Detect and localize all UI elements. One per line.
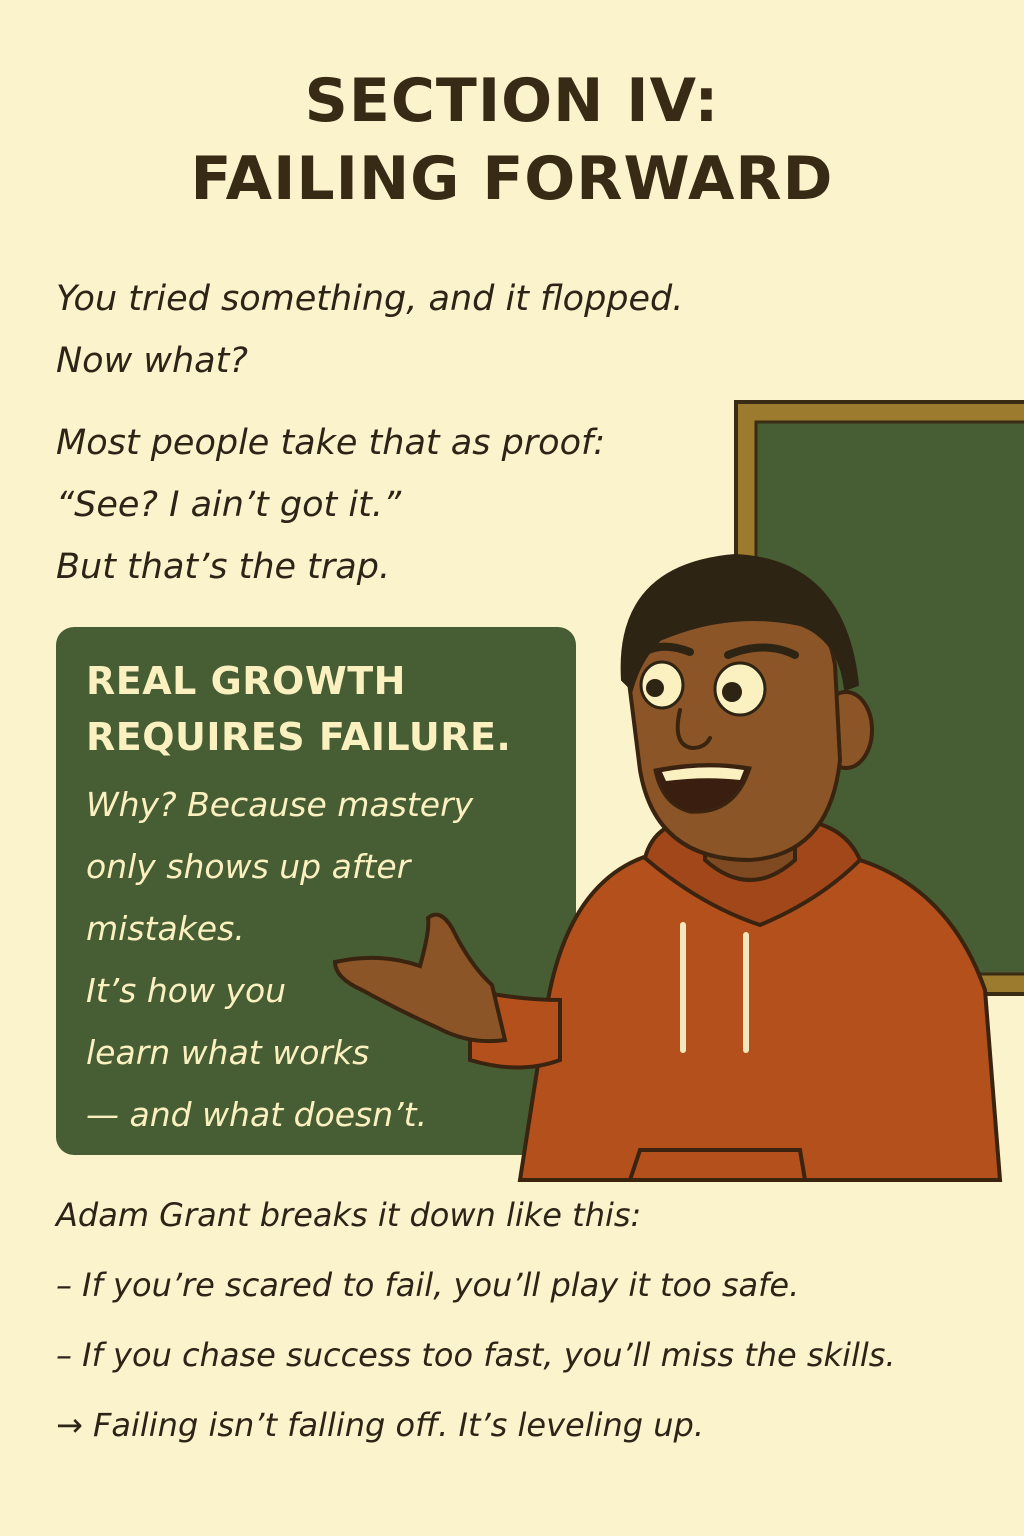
callout-body-line: It’s how you <box>86 971 287 1010</box>
intro-line-2: Now what? <box>56 341 248 381</box>
section-title <box>0 62 1024 218</box>
callout-body-line: Why? Because mastery <box>86 785 474 824</box>
callout-heading-line-2: REQUIRES FAILURE. <box>86 715 512 759</box>
proof-line-2: “See? I ain’t got it.” <box>56 485 402 525</box>
callout-body-line: — and what doesn’t. <box>86 1095 428 1134</box>
callout-heading-line-1: REAL GROWTH <box>86 659 406 703</box>
proof-line-3: But that’s the trap. <box>56 547 391 587</box>
grant-conclusion: → Failing isn’t falling off. It’s leveling up. <box>56 1406 705 1444</box>
callout-body-line: only shows up after <box>86 847 411 886</box>
grant-point: – If you chase success too fast, you’ll miss the skills. <box>56 1336 896 1374</box>
grant-point: – If you’re scared to fail, you’ll play it too safe. <box>56 1266 800 1304</box>
callout-body <box>86 774 473 1146</box>
grant-intro: Adam Grant breaks it down like this: <box>56 1196 642 1234</box>
title-line-1: SECTION IV: <box>304 66 720 136</box>
adam-grant-section <box>56 1180 896 1460</box>
proof-line-1: Most people take that as proof: <box>56 423 606 463</box>
title-line-2: FAILING FORWARD <box>190 144 834 214</box>
intro-line-1: You tried something, and it flopped. <box>56 279 684 319</box>
intro-paragraph <box>56 268 683 392</box>
callout-body-line: mistakes. <box>86 909 245 948</box>
callout-body-line: learn what works <box>86 1033 370 1072</box>
callout-heading <box>86 653 511 765</box>
